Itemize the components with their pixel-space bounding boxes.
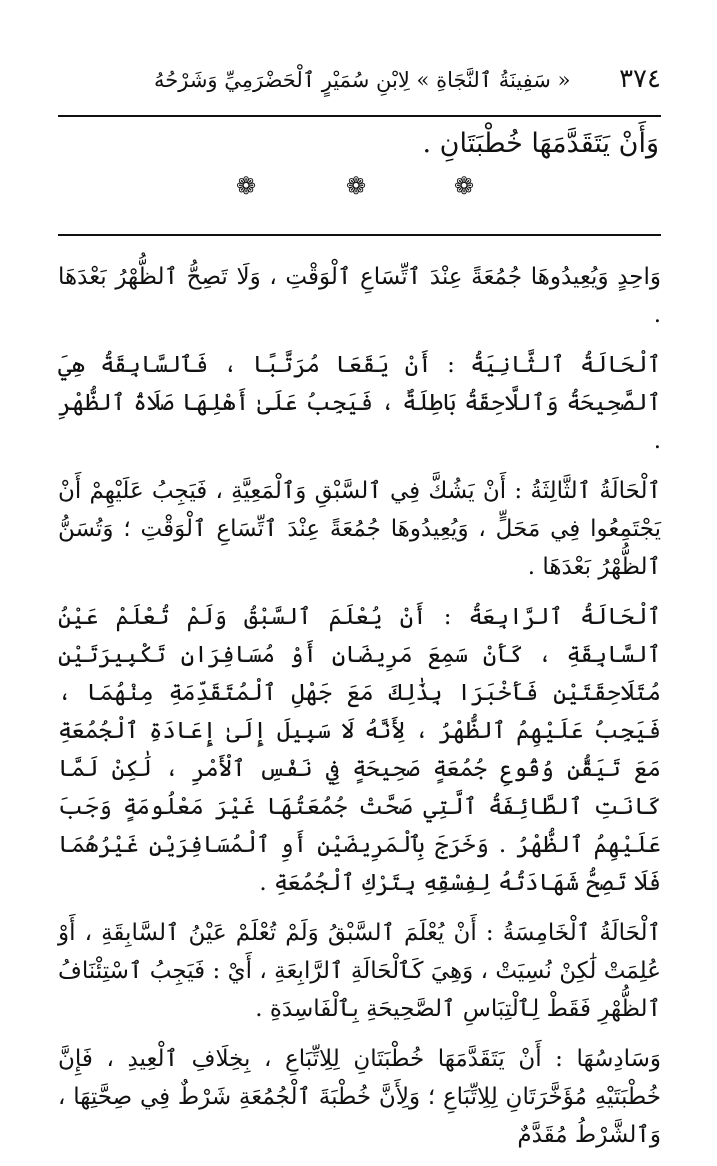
paragraph: ٱلْحَالَةُ ٱلثَّالِثَةُ : أَنْ يَشُكَّ فِي ٱلسَّبْقِ وَٱلْمَعِيَّةِ ، فَيَجِبُ عَلَيْهِمْ أَنْ يَجْتَمِعُوا فِي مَحَلٍّ ، وَيُعِيدُوهَا جُمُعَةً عِنْدَ ٱتِّسَاعِ ٱلْوَقْتِ ؛ وَتُسَنُّ ٱلظُّهْرُ بَعْدَهَا . [58, 478, 661, 580]
running-title: « سَفِينَةُ ٱلنَّجَاةِ » لِابْنِ سُمَيْرٍ ٱلْحَضْرَمِيِّ وَشَرْحُهُ [154, 68, 571, 92]
star-ornament-icon: ❁ [236, 172, 257, 200]
paragraph: وَاحِدٍ وَيُعِيدُوهَا جُمُعَةً عِنْدَ ٱتِّسَاعِ ٱلْوَقْتِ ، وَلَا تَصِحُّ ٱلظُّهْرُ بَعْدَهَا . [58, 264, 661, 328]
paragraph: ٱلْحَالَةُ ٱلْخَامِسَةُ : أَنْ يُعْلَمَ ٱلسَّبْقُ وَلَمْ تُعْلَمْ عَيْنُ ٱلسَّابِقَةِ ، أَوْ عُلِمَتْ لَٰكِنْ نُسِيَتْ ، وَهِيَ كَٱلْحَالَةِ ٱلرَّابِعَةِ ، أَيْ : فَيَجِبُ ٱسْتِئْنَافُ ٱلظُّهْرِ فَقَطْ لِٱلْتِبَاسِ ٱلصَّحِيحَةِ بِٱلْفَاسِدَةِ . [58, 920, 661, 1022]
continued-matn-line: وَأَنْ يَتَقَدَّمَهَا خُطْبَتَانِ . [422, 128, 659, 159]
section-separator [58, 168, 661, 208]
star-ornament-icon: ❁ [346, 172, 367, 200]
star-ornament-icon: ❁ [454, 172, 475, 200]
header-rule [58, 115, 661, 117]
paragraph: ٱلْحَالَةُ ٱلرَّابِعَةُ : أَنْ يُعْلَمَ ٱلسَّبْقُ وَلَمْ تُعْلَمْ عَيْنُ ٱلسَّابِقَةِ ، كَأَنْ سَمِعَ مَرِيضَانِ أَوْ مُسَافِرَانِ تَكْبِيرَتَيْنِ مُتَلَاحِقَتَيْنِ فَأَخْبَرَا بِذَٰلِكَ مَعَ جَهْلِ ٱلْمُتَقَدِّمَةِ مِنْهُمَا ، فَيَجِبُ عَلَيْهِمُ ٱلظُّهْرُ ، لِأَنَّهُ لَا سَبِيلَ إِلَىٰ إِعَادَةِ ٱلْجُمُعَةِ مَعَ تَيَقُّنِ وُقُوعِ جُمُعَةٍ صَحِيحَةٍ فِي نَفْسِ ٱلْأَمْرِ ، لَٰكِنْ لَمَّا كَانَتِ ٱلطَّائِفَةُ ٱلَّتِي صَحَّتْ جُمُعَتُهَا غَيْرَ مَعْلُومَةٍ وَجَبَ عَلَيْهِمُ ٱلظُّهْرُ . وَخَرَجَ بِٱلْمَرِيضَيْنِ أَوِ ٱلْمُسَافِرَيْنِ غَيْرُهُمَا فَلَا تَصِحُّ شَهَادَتُهُ لِفِسْقِهِ بِتَرْكِ ٱلْجُمُعَةِ . [58, 604, 661, 896]
page-header [58, 58, 661, 112]
commentary-rule [58, 234, 661, 236]
paragraph: ٱلْحَالَةُ ٱلثَّانِيَةُ : أَنْ يَقَعَا مُرَتَّبًا ، فَٱلسَّابِقَةُ هِيَ ٱلصَّحِيحَةُ وَٱللَّاحِقَةُ بَاطِلَةٌ ، فَيَجِبُ عَلَىٰ أَهْلِهَا صَلَاةُ ٱلظُّهْرِ . [58, 352, 661, 454]
commentary-body [58, 258, 661, 1166]
page-number: ٣٧٤ [619, 64, 661, 94]
paragraph: وَسَادِسُهَا : أَنْ يَتَقَدَّمَهَا خُطْبَتَانِ لِلِاتِّبَاعِ ، بِخِلَافِ ٱلْعِيدِ ، فَإِنَّ خُطْبَتَيْهِ مُؤَخَّرَتَانِ لِلِاتِّبَاعِ ؛ وَلِأَنَّ خُطْبَةَ ٱلْجُمُعَةِ شَرْطٌ فِي صِحَّتِهَا ، وَٱلشَّرْطُ مُقَدَّمٌ [58, 1046, 661, 1148]
